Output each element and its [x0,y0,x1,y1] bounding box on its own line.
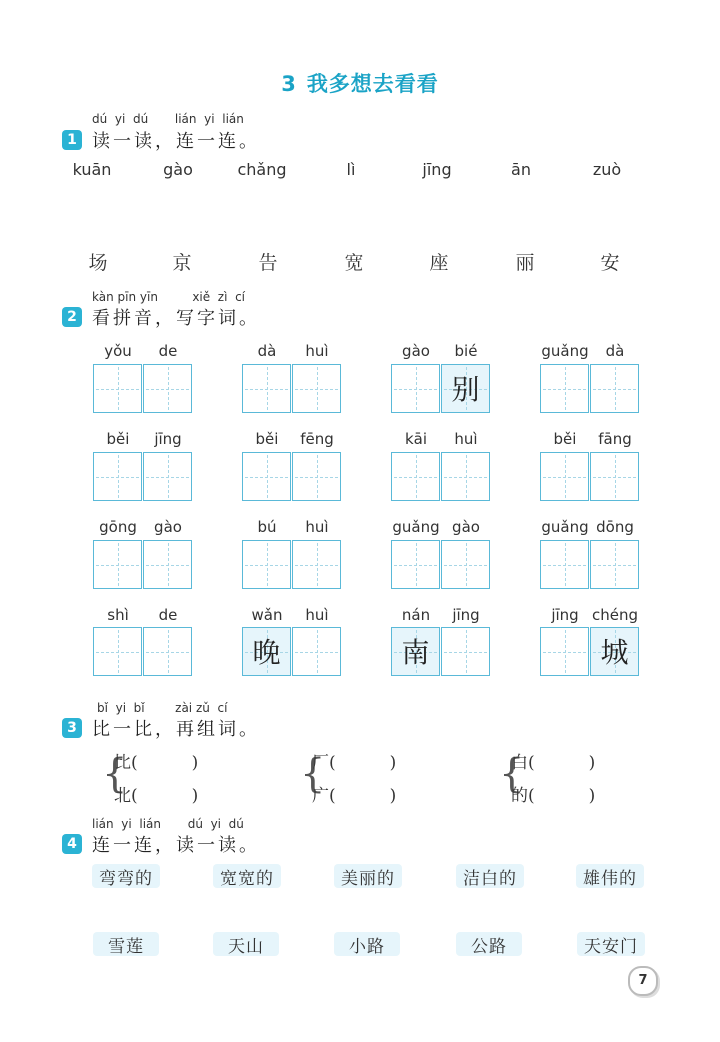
given-character [591,365,638,412]
given-character [243,453,290,500]
compare-item[interactable]: 的( ) [511,786,596,806]
q1-pinyin[interactable]: jīng [422,160,452,179]
given-character [392,453,439,500]
given-character [591,453,638,500]
q1-pinyin[interactable]: ān [511,160,531,179]
q3-ruby: bǐ yi bǐ zài zǔ cí [97,701,228,715]
q1-hanzi[interactable]: 座 [429,252,449,274]
compare-item[interactable]: 广( ) [312,786,397,806]
given-character [591,541,638,588]
tianzige-cell[interactable] [292,627,341,676]
tianzige-cell[interactable] [441,364,490,413]
tianzige-cell[interactable] [590,627,639,676]
q1-pinyin[interactable]: zuò [592,160,622,179]
q2-pinyin: huì [454,430,478,448]
q2-pinyin: de [158,606,178,624]
tianzige-cell[interactable] [143,540,192,589]
given-character [442,453,489,500]
given-character [442,541,489,588]
q2-pinyin: guǎng [392,518,440,536]
given-character [144,365,191,412]
q2-pinyin: bié [454,342,478,360]
given-character: 南 [401,636,430,669]
tianzige-cell[interactable] [292,452,341,501]
compare-item[interactable]: 厂( ) [312,753,397,773]
q1-pinyin[interactable]: lì [346,160,356,179]
q1-pinyin[interactable]: gào [163,160,193,179]
given-character [243,541,290,588]
tianzige-cell[interactable] [242,627,291,676]
q1-hanzi[interactable]: 京 [172,252,192,274]
noun-card[interactable]: 天安门 [577,932,645,956]
q1-hanzi[interactable]: 告 [258,252,278,274]
tianzige-pair [242,452,342,502]
q2-pinyin: běi [106,430,130,448]
given-character [293,453,340,500]
given-character [293,541,340,588]
given-character [144,541,191,588]
q2-pinyin: dà [257,342,277,360]
tianzige-cell[interactable] [391,540,440,589]
tianzige-cell[interactable] [93,452,142,501]
given-character [541,541,588,588]
q1-hanzi[interactable]: 安 [600,252,620,274]
adjective-card[interactable]: 宽宽的 [213,864,281,888]
tianzige-pair [242,627,342,677]
q2-pinyin: huì [305,342,329,360]
q1-pinyin[interactable]: chǎng [237,160,287,179]
given-character: 城 [600,636,629,669]
q2-pinyin: gào [402,342,430,360]
tianzige-pair [540,627,640,677]
given-character [94,541,141,588]
q2-pinyin: de [158,342,178,360]
tianzige-cell[interactable] [590,364,639,413]
given-character [392,541,439,588]
compare-item[interactable]: 白( ) [511,753,596,773]
brace-icon: { [499,751,525,797]
q2-number-badge: 2 [62,307,82,327]
q4-number-badge: 4 [62,834,82,854]
tianzige-cell[interactable] [441,627,490,676]
tianzige-cell[interactable] [391,627,440,676]
q3-number-badge: 3 [62,718,82,738]
adjective-card[interactable]: 洁白的 [456,864,524,888]
noun-card[interactable]: 雪莲 [93,932,159,956]
tianzige-pair [93,452,193,502]
given-character [541,628,588,675]
given-character: 别 [451,373,480,406]
tianzige-pair [540,540,640,590]
tianzige-pair [391,540,491,590]
tianzige-cell[interactable] [143,452,192,501]
tianzige-cell[interactable] [242,452,291,501]
tianzige-cell[interactable] [292,364,341,413]
q1-hanzi[interactable]: 丽 [515,252,535,274]
given-character [94,628,141,675]
brace-icon: { [102,751,128,797]
brace-icon: { [300,751,326,797]
q4-ruby: lián yi lián dú yi dú [92,817,244,831]
tianzige-cell[interactable] [540,540,589,589]
q2-pinyin: fēng [300,430,334,448]
noun-card[interactable]: 公路 [456,932,522,956]
given-character [243,365,290,412]
q2-pinyin: wǎn [251,606,283,624]
given-character [392,365,439,412]
q2-pinyin: jīng [452,606,480,624]
q2-pinyin: gào [452,518,480,536]
q2-pinyin: nán [401,606,431,624]
adjective-card[interactable]: 美丽的 [334,864,402,888]
compare-item[interactable]: 比( ) [114,753,199,773]
tianzige-pair [540,452,640,502]
given-character [144,628,191,675]
given-character [293,365,340,412]
tianzige-pair [391,627,491,677]
q2-pinyin: kāi [404,430,428,448]
tianzige-pair [391,452,491,502]
tianzige-cell[interactable] [441,452,490,501]
q2-pinyin: běi [255,430,279,448]
q2-pinyin: guǎng [541,518,589,536]
tianzige-cell[interactable] [590,452,639,501]
q2-pinyin: shì [107,606,129,624]
given-character [541,365,588,412]
tianzige-pair [242,364,342,414]
q2-pinyin: jīng [551,606,579,624]
q2-pinyin: jīng [154,430,182,448]
tianzige-pair [242,540,342,590]
compare-item[interactable]: 北( ) [114,786,199,806]
given-character: 晚 [252,636,281,669]
q2-pinyin: fāng [598,430,632,448]
q1-instruction: 读一读，连一连。 [92,131,260,152]
tianzige-cell[interactable] [441,540,490,589]
tianzige-cell[interactable] [292,540,341,589]
q2-pinyin: dōng [596,518,634,536]
q2-pinyin: běi [553,430,577,448]
tianzige-cell[interactable] [540,627,589,676]
given-character [442,628,489,675]
given-character [144,453,191,500]
q2-instruction: 看拼音，写字词。 [92,308,260,329]
tianzige-cell[interactable] [143,364,192,413]
q1-pinyin[interactable]: kuān [72,160,112,179]
given-character [94,365,141,412]
tianzige-cell[interactable] [93,540,142,589]
given-character [293,628,340,675]
page-title: 3 我多想去看看 [281,72,439,96]
q2-pinyin: yǒu [104,342,132,360]
q2-pinyin: chéng [591,606,638,624]
adjective-card[interactable]: 弯弯的 [92,864,160,888]
tianzige-cell[interactable] [242,364,291,413]
q1-ruby: dú yi dú lián yi lián [92,112,244,126]
given-character [94,453,141,500]
tianzige-cell[interactable] [540,452,589,501]
tianzige-cell[interactable] [540,364,589,413]
tianzige-cell[interactable] [93,364,142,413]
q2-pinyin: bú [257,518,277,536]
q1-number-badge: 1 [62,130,82,150]
q3-instruction: 比一比，再组词。 [92,719,260,740]
q2-pinyin: dà [605,342,625,360]
tianzige-cell[interactable] [590,540,639,589]
q1-hanzi[interactable]: 宽 [344,252,364,274]
tianzige-cell[interactable] [242,540,291,589]
tianzige-pair [93,364,193,414]
q2-pinyin: gōng [99,518,137,536]
q2-pinyin: guǎng [541,342,589,360]
tianzige-cell[interactable] [93,627,142,676]
tianzige-cell[interactable] [391,364,440,413]
noun-card[interactable]: 小路 [334,932,400,956]
q2-ruby: kàn pīn yīn xiě zì cí [92,290,245,304]
noun-card[interactable]: 天山 [213,932,279,956]
tianzige-pair [93,540,193,590]
q2-pinyin: gào [154,518,182,536]
tianzige-pair [540,364,640,414]
adjective-card[interactable]: 雄伟的 [576,864,644,888]
given-character [541,453,588,500]
tianzige-cell[interactable] [391,452,440,501]
page-number: 7 [628,966,658,996]
q1-hanzi[interactable]: 场 [88,252,108,274]
tianzige-pair [93,627,193,677]
tianzige-pair [391,364,491,414]
tianzige-cell[interactable] [143,627,192,676]
q4-instruction: 连一连，读一读。 [92,835,260,856]
q2-pinyin: huì [305,518,329,536]
q2-pinyin: huì [305,606,329,624]
